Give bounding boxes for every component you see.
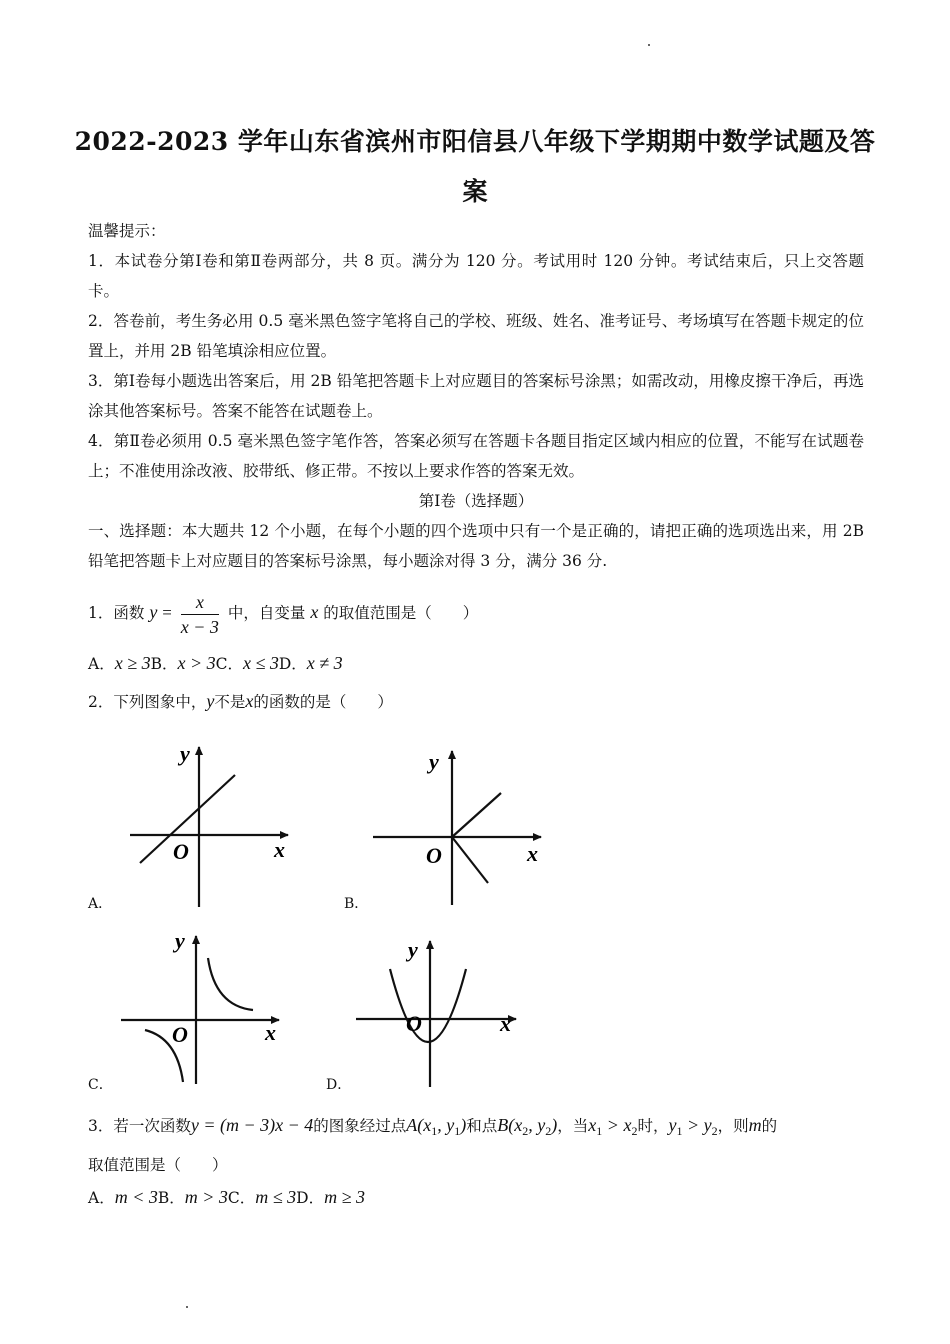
q2-middle: 不是	[214, 693, 246, 711]
document-title-line2: 案	[462, 177, 488, 206]
q3-option-c: m ≤ 3	[255, 1187, 297, 1207]
q1-options	[88, 648, 864, 679]
top-dot	[648, 44, 650, 46]
graph-b-upper-ray	[452, 793, 501, 837]
q3-condition-x: $x_1 > x_2$	[588, 1115, 638, 1138]
q1-option-d-label: D．	[278, 655, 307, 673]
q3-m: m	[748, 1115, 762, 1135]
q3-point-b: $B(x_2$, $y_2$)	[497, 1115, 558, 1138]
graph-a-option-label: A．	[88, 896, 113, 912]
q1-option-a-label: A．	[88, 655, 115, 673]
document-title-line1: 2022-2023 学年山东省滨州市阳信县八年级下学期期中数学试题及答	[74, 127, 876, 156]
q3-option-c-label: C．	[227, 1189, 256, 1207]
q3-text2: 和点	[466, 1117, 498, 1135]
graph-b-origin: O	[426, 843, 442, 868]
q3-text4: 时，	[637, 1117, 669, 1135]
question-3	[88, 1110, 864, 1146]
graph-d-option-label: D．	[326, 1077, 352, 1093]
q1-denominator: x − 3	[180, 616, 219, 637]
tips-heading: 温馨提示：	[88, 222, 166, 240]
q1-prefix: 1．函数	[88, 604, 145, 622]
q3-text1: 的图象经过点	[313, 1117, 407, 1135]
q3-options	[88, 1182, 864, 1213]
q1-middle: 中，自变量	[227, 604, 306, 622]
graph-d-x-label: x	[500, 1011, 511, 1036]
tip-1: 1．本试卷分第Ⅰ卷和第Ⅱ卷两部分，共 8 页。满分为 120 分。考试用时 120 分钟。考试结束后，只上交答题卡。	[88, 252, 864, 300]
section-intro: 一、选择题：本大题共 12 个小题，在每个小题的四个选项中只有一个是正确的，请把正确的选项选出来，用 2B 铅笔把答题卡上对应题目的答案标号涂黑，每小题涂对得 3 分，满分 36 分.	[88, 522, 864, 570]
graph-d-y-label: y	[408, 937, 418, 962]
graph-c-y-label: y	[175, 928, 185, 953]
q3-point-a: $A(x_1$, $y_1$)	[406, 1115, 467, 1138]
q1-numerator: x	[181, 590, 219, 615]
q1-suffix: 的取值范围是（ ）	[323, 604, 479, 622]
q3-option-d-label: D．	[296, 1189, 325, 1207]
tip-2: 2．答卷前，考生务必用 0.5 毫米黑色签字笔将自己的学校、班级、姓名、准考证号、考场填写在答题卡规定的位置上，并用 2B 铅笔填涂相应位置。	[88, 312, 864, 360]
q1-equals: =	[162, 603, 172, 622]
q1-option-a: x ≥ 3	[114, 653, 151, 673]
q2-y: y	[206, 691, 215, 711]
q3-option-a-label: A．	[88, 1189, 115, 1207]
tip-4: 4．第Ⅱ卷必须用 0.5 毫米黑色签字笔作答，答案必须写在答题卡各题目指定区域内相应的位置，不能写在试题卷上；不准使用涂改液、胶带纸、修正带。不按以上要求作答的答案无效。	[88, 432, 864, 480]
question-1	[88, 588, 864, 639]
q3-option-b: m > 3	[184, 1187, 228, 1207]
graph-c-x-label: x	[265, 1020, 276, 1045]
graph-b-y-label: y	[429, 749, 439, 774]
q3-text3: ，当	[557, 1117, 589, 1135]
q2-prefix: 2．下列图象中，	[88, 693, 207, 711]
q1-option-d: x ≠ 3	[306, 653, 343, 673]
graph-c-origin: O	[172, 1022, 188, 1047]
q2-x: x	[245, 691, 254, 711]
graph-b-option-label: B．	[344, 896, 369, 912]
graph-a-x-label: x	[274, 837, 285, 862]
q3-option-b-label: B．	[157, 1189, 185, 1207]
graph-d	[350, 935, 530, 1090]
q3-option-a: m < 3	[114, 1187, 158, 1207]
q1-option-b-label: B．	[150, 655, 178, 673]
graph-d-origin: O	[406, 1011, 422, 1036]
graph-b-lower-ray	[452, 837, 488, 883]
q3-condition-y: $y_1 > y_2$	[668, 1115, 718, 1138]
q1-var: x	[310, 602, 319, 622]
question-2	[88, 686, 864, 717]
section-title: 第Ⅰ卷（选择题）	[418, 492, 534, 510]
graph-a-origin: O	[173, 839, 189, 864]
graph-b-x-label: x	[527, 841, 538, 866]
q1-fraction	[181, 590, 219, 639]
q1-option-c: x ≤ 3	[242, 653, 279, 673]
q3-function: y = (m − 3)x − 4	[190, 1115, 314, 1135]
q3-option-d: m ≥ 3	[324, 1187, 365, 1207]
graph-a	[110, 735, 300, 910]
q3-prefix: 3．若一次函数	[88, 1117, 191, 1135]
q1-y: y	[149, 602, 158, 622]
q1-option-c-label: C．	[215, 655, 243, 673]
graph-c	[115, 928, 295, 1088]
graph-c-upper-branch	[208, 958, 253, 1010]
q3-text5: ，则	[717, 1117, 749, 1135]
graph-a-y-label: y	[180, 741, 190, 766]
graph-b	[365, 745, 555, 910]
q2-suffix: 的函数的是（ ）	[253, 693, 393, 711]
q1-option-b: x > 3	[177, 653, 216, 673]
q3-line2: 取值范围是（ ）	[88, 1156, 228, 1174]
tip-3: 3．第Ⅰ卷每小题选出答案后，用 2B 铅笔把答题卡上对应题目的答案标号涂黑；如需改动，用橡皮擦干净后，再选涂其他答案标号。答案不能答在试题卷上。	[88, 372, 864, 420]
q3-text6: 的	[761, 1117, 778, 1135]
bottom-dot	[186, 1306, 188, 1308]
graph-d-parabola	[390, 969, 466, 1042]
graph-c-option-label: C．	[88, 1077, 113, 1093]
